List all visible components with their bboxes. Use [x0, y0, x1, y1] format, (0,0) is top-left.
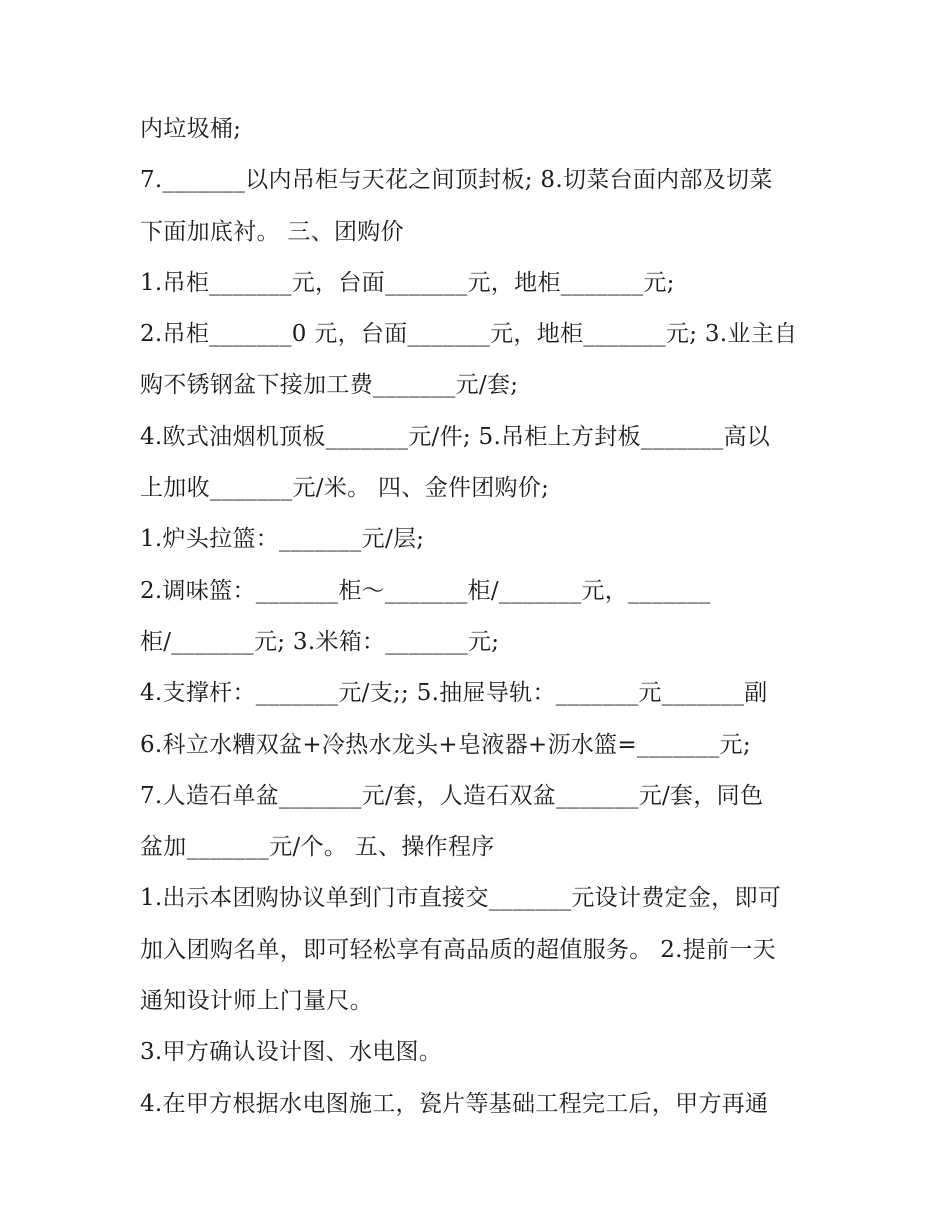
text-line: 上加收_______元/米。 四、金件团购价;: [140, 475, 550, 502]
text-line: 7.人造石单盆_______元/套，人造石双盆_______元/套，同色: [140, 782, 764, 809]
text-line: 通知设计师上门量尺。: [140, 988, 373, 1015]
text-line: 加入团购名单，即可轻松享有高品质的超值服务。 2.提前一天: [140, 936, 776, 963]
text-line: 下面加底衬。 三、团购价: [140, 218, 404, 245]
text-line: 1.炉头拉篮：_______元/层;: [140, 526, 425, 553]
document-body: [140, 104, 820, 1130]
text-line: 4.欧式油烟机顶板_______元/件; 5.吊柜上方封板_______高以: [140, 423, 771, 450]
text-line: 4.支撑杆：_______元/支;; 5.抽屉导轨：_______元_______副: [140, 680, 768, 707]
text-line: 1.吊柜_______元，台面_______元，地柜_______元;: [140, 269, 675, 296]
text-line: 2.吊柜_______0 元，台面_______元，地柜_______元; 3.业主自: [140, 321, 798, 348]
text-line: 7._______以内吊柜与天花之间顶封板; 8.切菜台面内部及切菜: [140, 167, 773, 194]
text-line: 1.出示本团购协议单到门市直接交_______元设计费定金，即可: [140, 885, 782, 912]
text-line: 盆加_______元/个。 五、操作程序: [140, 834, 495, 861]
text-line: 4.在甲方根据水电图施工，瓷片等基础工程完工后，甲方再通: [140, 1090, 769, 1117]
text-line: 柜/_______元; 3.米箱：_______元;: [140, 628, 500, 655]
text-line: 3.甲方确认设计图、水电图。: [140, 1039, 443, 1066]
text-line: 6.科立水糟双盆+冷热水龙头+皂液器+沥水篮=_______元;: [140, 731, 751, 758]
text-line: 2.调味篮：_______柜～_______柜/_______元，_______: [140, 577, 711, 604]
text-line: 购不锈钢盆下接加工费_______元/套;: [140, 372, 519, 399]
text-line: 内垃圾桶;: [140, 116, 242, 142]
